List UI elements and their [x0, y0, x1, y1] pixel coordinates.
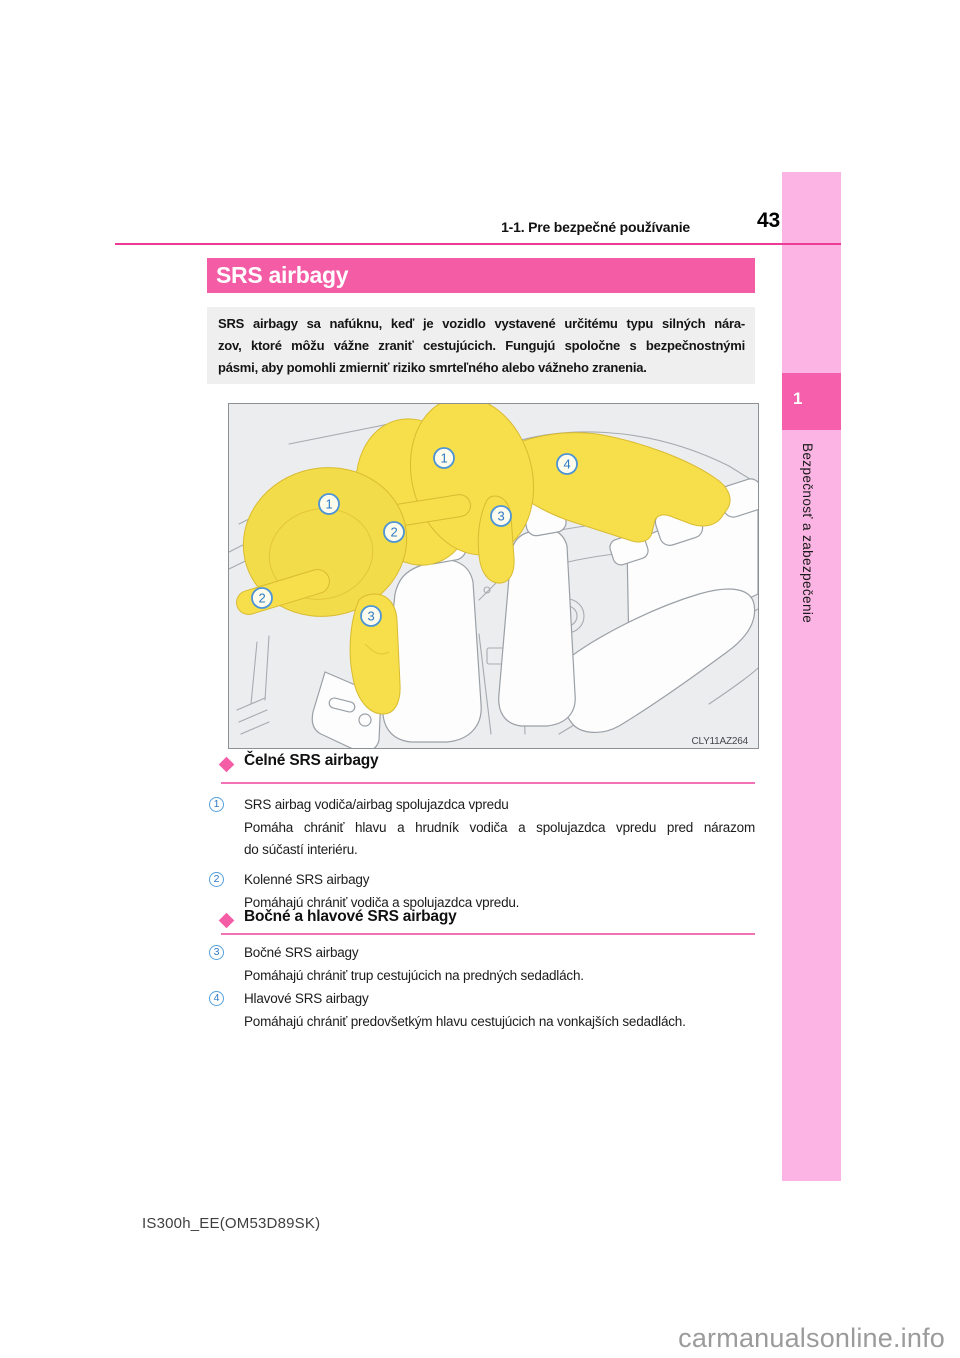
section-breadcrumb: 1-1. Pre bezpečné používanie [501, 219, 690, 235]
section-underline [221, 782, 755, 784]
callout-number: 1 [440, 450, 448, 466]
item-desc: Pomáhajú chrániť predovšetkým hlavu cestujúcich na vonkajších sedadlách. [244, 1014, 686, 1029]
car-interior-illustration [229, 404, 758, 748]
topic-title: SRS airbagy [216, 262, 349, 288]
item-title: Hlavové SRS airbagy [244, 991, 369, 1006]
intro-line: zov, ktoré môžu vážne zraniť cestujúcich. Fungujú spoločne s bezpečnostnými [218, 338, 745, 353]
header-rule [115, 243, 841, 245]
intro-box [207, 307, 755, 384]
watermark-link[interactable]: carmanualsonline.info [678, 1323, 945, 1353]
item-desc: Pomáhajú chrániť vodiča a spolujazdca vpredu. [244, 895, 520, 910]
airbag-diagram [228, 403, 759, 749]
item-desc: Pomáha chrániť hlavu a hrudník vodiča a spolujazdca vpredu pred nárazom [244, 820, 755, 835]
list-number-icon: 3 [209, 945, 224, 960]
item-title: SRS airbag vodiča/airbag spolujazdca vpredu [244, 797, 509, 812]
figure-code: CLY11AZ264 [691, 736, 748, 747]
item-title: Bočné SRS airbagy [244, 945, 359, 960]
document-code: IS300h_EE(OM53D89SK) [142, 1215, 321, 1232]
diamond-icon [219, 757, 235, 773]
callout-number: 3 [497, 508, 505, 524]
callout-number: 1 [325, 496, 333, 512]
chapter-number: 1 [793, 389, 803, 408]
callout-number: 3 [367, 608, 375, 624]
list-number-icon: 2 [209, 872, 224, 887]
section-heading-front-airbags: Čelné SRS airbagy [244, 752, 379, 769]
intro-line: pásmi, aby pomohli zmierniť riziko smrteľného alebo vážneho zranenia. [218, 360, 647, 375]
list-number-icon: 4 [209, 991, 224, 1006]
item-desc: Pomáhajú chrániť trup cestujúcich na predných sedadlách. [244, 968, 584, 983]
diamond-icon [219, 913, 235, 929]
section-underline [221, 933, 755, 935]
topic-title-bar [207, 258, 755, 293]
callout-number: 2 [390, 524, 398, 540]
callout-number: 4 [563, 456, 571, 472]
intro-line: SRS airbagy sa nafúknu, keď je vozidlo vystavené určitému typu silných nára- [218, 316, 745, 331]
callout-number: 2 [258, 590, 266, 606]
chapter-sidebar [782, 172, 841, 1181]
list-number-icon: 1 [209, 797, 224, 812]
item-title: Kolenné SRS airbagy [244, 872, 370, 887]
chapter-label-vertical: Bezpečnosť a zabezpečenie [800, 443, 815, 624]
chapter-number-box [782, 373, 841, 430]
page-number: 43 [757, 209, 780, 232]
section-heading-side-airbags: Bočné a hlavové SRS airbagy [244, 908, 457, 925]
item-desc: do súčastí interiéru. [244, 842, 358, 857]
